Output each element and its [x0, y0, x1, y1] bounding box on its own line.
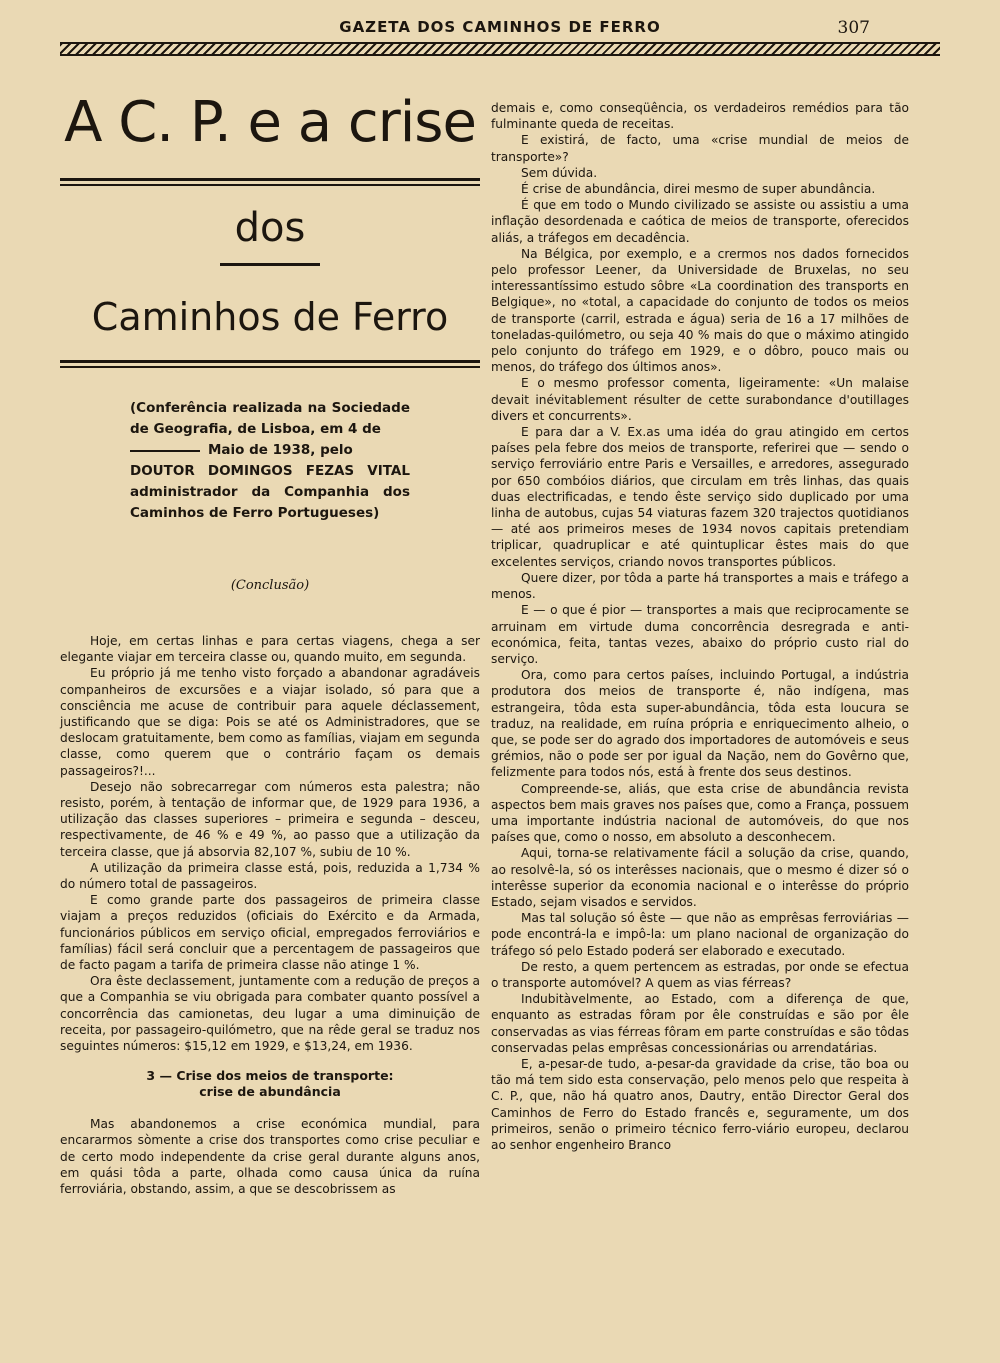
section-heading-line-1: 3 — Crise dos meios de transporte:: [146, 1068, 394, 1084]
paragraph: E existirá, de facto, uma «crise mundial de meios de transporte»?: [491, 133, 909, 164]
paragraph: E como grande parte dos passageiros de primeira classe viajam a preços reduzidos (oficiais do Exército e da Armada, funcionários públicos em serviço oficial, empregados ferroviários e famílias) fácil será concluir que a percentagem de passageiros que de facto pagam a tarifa de primeira classe não atinge 1 %.: [60, 893, 480, 973]
section-heading: [60, 1068, 480, 1100]
article-title-line-2: dos: [234, 205, 306, 251]
publication-title: GAZETA DOS CAMINHOS DE FERRO: [339, 18, 661, 36]
left-column-body: [60, 633, 480, 1197]
paragraph: Mas tal solução só êste — que não as emprêsas ferroviárias — pode encontrá-la e impô-la: um plano nacional de organização do tráfego só pelo Estado poderá ser elaborado e executado.: [491, 911, 909, 958]
paragraph: A utilização da primeira classe está, pois, reduzida a 1,734 % do número total de passageiros.: [60, 860, 480, 892]
article-title-line-3: Caminhos de Ferro: [91, 295, 449, 339]
title-rule-1b: [60, 184, 480, 186]
paragraph: Indubitàvelmente, ao Estado, com a diferença de que, enquanto as estradas fôram por êle construídas e são por êle conservadas as vias férreas fôram em parte construídas e são tôdas conservadas pelas emprêsas concessionárias ou arrendatárias.: [491, 992, 909, 1055]
article-title-line-1: A C. P. e a crise: [64, 90, 476, 155]
paragraph: Compreende-se, aliás, que esta crise de abundância revista aspectos bem mais graves nos países que, como a França, possuem uma importante indústria nacional de automóveis, do que nos países que, como o nosso, em absoluto a desconhecem.: [491, 781, 909, 845]
subtitle-dash: [130, 450, 200, 452]
left-column: [60, 80, 480, 1197]
paragraph: Ora, como para certos países, incluindo Portugal, a indústria produtora dos meios de transporte é, não indígena, mas estrangeira, tôda esta super-abundância, tôda esta loucura se traduz, na realidade, em ruína própria e enriquecimento alheio, o que, se pode ser do agrado dos importadores de automóveis e seus grémios, não o pode ser por igual da Nação, nem do Govêrno que, felizmente para todos nós, está à frente dos seus destinos.: [491, 668, 909, 780]
paragraph: Sem dúvida.: [521, 165, 598, 180]
paragraph: De resto, a quem pertencem as estradas, por onde se efectua o transporte automóvel? A quem as vias férreas?: [491, 959, 909, 990]
title-rule-1: [60, 178, 480, 181]
article-title-block: [60, 80, 480, 380]
paragraph: E — o que é pior — transportes a mais que reciprocamente se arruinam em virtude duma concorrência desregrada e anti-económica, feita, tantas vezes, abaixo do próprio custo rial do serviço.: [491, 603, 909, 666]
title-rule-2: [220, 263, 320, 266]
paragraph: Desejo não sobrecarregar com números esta palestra; não resisto, porém, à tentação de informar que, de 1929 para 1936, a utilização das classes superiores – primeira e segunda – desceu, respectivamente, de 46 % e 49 %, ao passo que a utilização da terceira classe, que já absorvia 82,107 %, subiu de 10 %.: [60, 779, 480, 859]
subtitle-line-1: (Conferência realizada na Sociedade de Geografia, de Lisboa, em 4 de: [130, 400, 410, 437]
paragraph: demais e, como conseqüência, os verdadeiros remédios para tão fulminante queda de receitas.: [491, 101, 909, 132]
paragraph: Mas abandonemos a crise económica mundial, para encararmos sòmente a crise dos transportes como crise peculiar e de certo modo independente da crise geral durante alguns anos, em quási tôda a parte, olhada como causa única da ruína ferroviária, obstando, assim, a que se descobrissem as: [60, 1117, 480, 1197]
conclusion-label: (Conclusão): [230, 578, 310, 593]
paragraph: Aqui, torna-se relativamente fácil a solução da crise, quando, ao resolvê-la, só os interêsses nacionais, que o mesmo é dizer só o interêsse superior da economia nacional e o interêsse do próprio Estado, sejam visados e servidos.: [491, 846, 909, 909]
paragraph: Na Bélgica, por exemplo, e a crermos nos dados fornecidos pelo professor Leener, da Universidade de Bruxelas, no seu interessantíssimo estudo sôbre «La coordination des transports en Belgique», no «total, a capacidade do conjunto de todos os meios de transporte (carril, estrada e água) seria de 16 a 17 milhões de toneladas-quilómetro, ou seja 40 % mais do que o máximo atingido pelo conjunto do tráfego em 1929, e o dôbro, pouco mais ou menos, do tráfego dos últimos anos».: [491, 246, 909, 375]
paragraph: E, a-pesar-de tudo, a-pesar-da gravidade da crise, tão boa ou tão má tem sido esta conservação, pelo menos pelo que respeita à C. P., que, não há quatro anos, Dautry, então Director Geral dos Caminhos de Ferro do Estado francês e, seguramente, um dos primeiros, senão o primeiro técnico ferro-viário europeu, declarou ao senhor engenheiro Branco: [491, 1056, 909, 1152]
paragraph: É crise de abundância, direi mesmo de super abundância.: [521, 182, 876, 197]
paragraph: É que em todo o Mundo civilizado se assiste ou assistiu a uma inflação desordenada e caótica de meios de transporte, oferecidos aliás, a tráfegos em decadência.: [491, 198, 909, 245]
page-number: 307: [837, 18, 870, 38]
subtitle-line-3: DOUTOR DOMINGOS FEZAS VITAL administrador da Companhia dos Caminhos de Ferro Portugueses): [130, 463, 410, 521]
title-rule-3b: [60, 366, 480, 368]
conference-subtitle: [130, 398, 410, 524]
paragraph: E para dar a V. Ex.as uma idéa do grau atingido em certos países pela febre dos meios de transporte, referirei que — sendo o serviço ferroviário entre Paris e Versailles, e arredores, assegurado por 650 combóios diários, que circulam em três linhas, das quais duas electrificadas, e tendo êste serviço sido duplicado por uma linha de autobus, cujas 54 viaturas fazem 320 trajectos quotidianos — até aos primeiros meses de 1934 novos capitais pretendiam triplicar, quadruplicar e até quintuplicar êstes mais do que excelentes serviços, criando novos transportes públicos.: [491, 425, 909, 569]
header-rule: [60, 42, 940, 56]
right-column: [491, 100, 909, 1153]
subtitle-line-2: Maio de 1938, pelo: [208, 442, 353, 458]
paragraph: E o mesmo professor comenta, ligeiramente: «Un malaise devait inévitablement résulter de cette surabondance d'outillages divers et concurrents».: [491, 376, 909, 423]
paragraph: Hoje, em certas linhas e para certas viagens, chega a ser elegante viajar em terceira classe ou, quando muito, em segunda.: [60, 634, 480, 665]
title-rule-3: [60, 360, 480, 363]
section-heading-line-2: crise de abundância: [199, 1084, 341, 1100]
subtitle-line-2-row: [130, 440, 410, 461]
paragraph: Ora êste declassement, juntamente com a redução de preços a que a Companhia se viu obrigada para combater quanto possível a concorrência das camionetas, deu lugar a uma diminuição de receita, por passageiro-quilómetro, que na rêde geral se traduz nos seguintes números: $15,12 em 1929, e $13,24, em 1936.: [60, 974, 480, 1054]
paragraph: Eu próprio já me tenho visto forçado a abandonar agradáveis companheiros de excursões e a viajar isolado, só para que a consciência me acuse de contribuir para aquele déclassement, justificando que se diga: Pois se até os Administradores, que se deslocam gratuitamente, bem como as famílias, viajam em segunda classe, como querem que o contrário façam os demais passageiros?!...: [60, 666, 480, 778]
paragraph: Quere dizer, por tôda a parte há transportes a mais e tráfego a menos.: [491, 570, 909, 602]
